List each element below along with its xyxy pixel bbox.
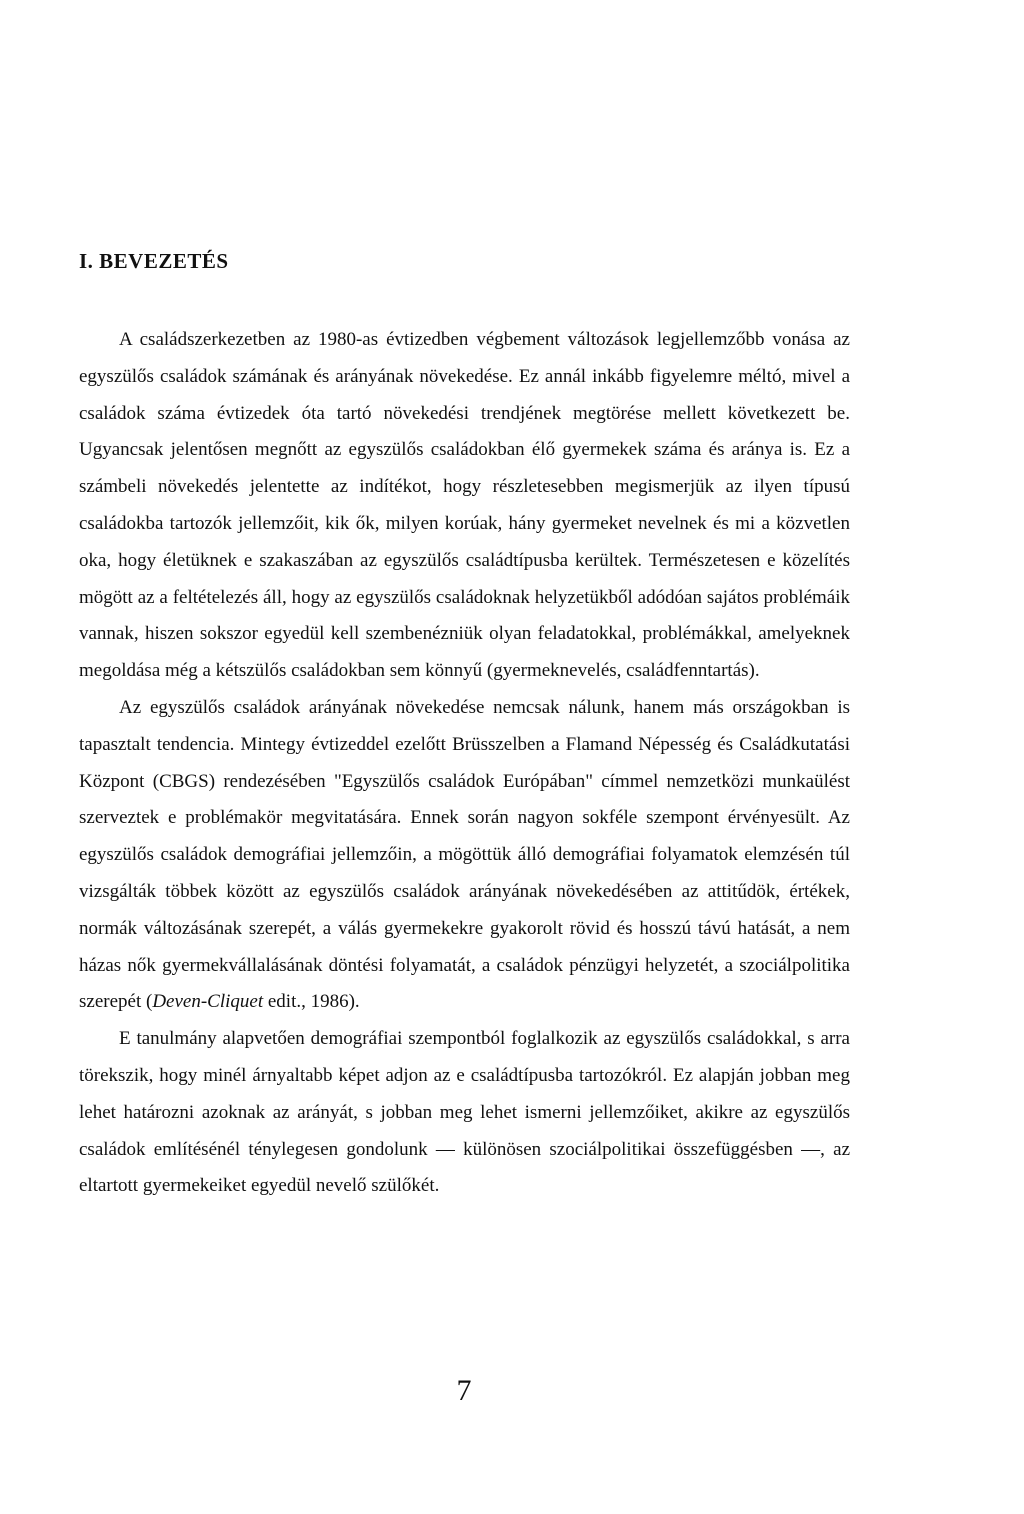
paragraph-2-text-end: edit., 1986). <box>263 991 360 1013</box>
page-number: 7 <box>456 1374 472 1407</box>
section-heading: I. BEVEZETÉS <box>79 249 229 273</box>
citation-author: Deven-Cliquet <box>152 991 264 1013</box>
paragraph-1: A családszerkezetben az 1980-as évtizedben végbement változások legjellemzőbb vonása az egyszülős családok számának és arányának növekedése. Ez annál inkább figyelemre méltó, mivel a családok száma évtizedek óta tartó növekedési trendjének megtörése mellett következett be. Ugyancsak jelentősen megnőtt az egyszülős családokban élő gyermekek száma és aránya is. Ez a számbeli növekedés jelentette az indítékot, hogy részletesebben megismerjük az ilyen típusú családokba tartozók jellemzőit, kik ők, milyen korúak, hány gyermeket nevelnek és mi a közvetlen oka, hogy életüknek e szakaszában az egyszülős családtípusba kerültek. Természetesen e közelítés mögött az a feltételezés áll, hogy az egyszülős családoknak helyzetükből adódóan sajátos problémáik vannak, hiszen sokszor egyedül kell szembenézniük olyan feladatokkal, problémákkal, amelyeknek megoldása még a kétszülős családokban sem könnyű (gyermeknevelés, családfenntartás). <box>79 329 850 682</box>
paragraph-3: E tanulmány alapvetően demográfiai szempontból foglalkozik az egyszülős családokkal, s arra törekszik, hogy minél árnyaltabb képet adjon az e családtípusba tartozókról. Ez alapján jobban meg lehet határozni azoknak az arányát, s jobban meg lehet ismerni jellemzőiket, akikre az egyszülős családok említésénél ténylegesen gondolunk — különösen szociálpolitikai összefüggésben —, az eltartott gyermekeiket egyedül nevelő szülőkét. <box>79 1028 850 1197</box>
paragraph-2-text: Az egyszülős családok arányának növekedése nemcsak nálunk, hanem más országokban is tapasztalt tendencia. Mintegy évtizeddel ezelőtt Brüsszelben a Flamand Népesség és Családkutatási Központ (CBGS) rendezésében "Egyszülős családok Európában" címmel nemzetközi munkaülést szerveztek e problémakör megvitatására. Ennek során nagyon sokféle szempont érvényesült. Az egyszülős családok demográfiai jellemzőin, a mögöttük álló demográfiai folyamatok elemzésén túl vizsgálták többek között az egyszülős családok arányának növekedésében az attitűdök, értékek, normák változásának szerepét, a válás gyermekekre gyakorolt rövid és hosszú távú hatását, a nem házas nők gyermekvállalásának döntési folyamatát, a családok pénzügyi helyzetét, a szociálpolitika szerepét ( <box>79 696 850 1013</box>
paragraph-2 <box>79 690 850 1021</box>
body-text <box>79 322 850 1205</box>
